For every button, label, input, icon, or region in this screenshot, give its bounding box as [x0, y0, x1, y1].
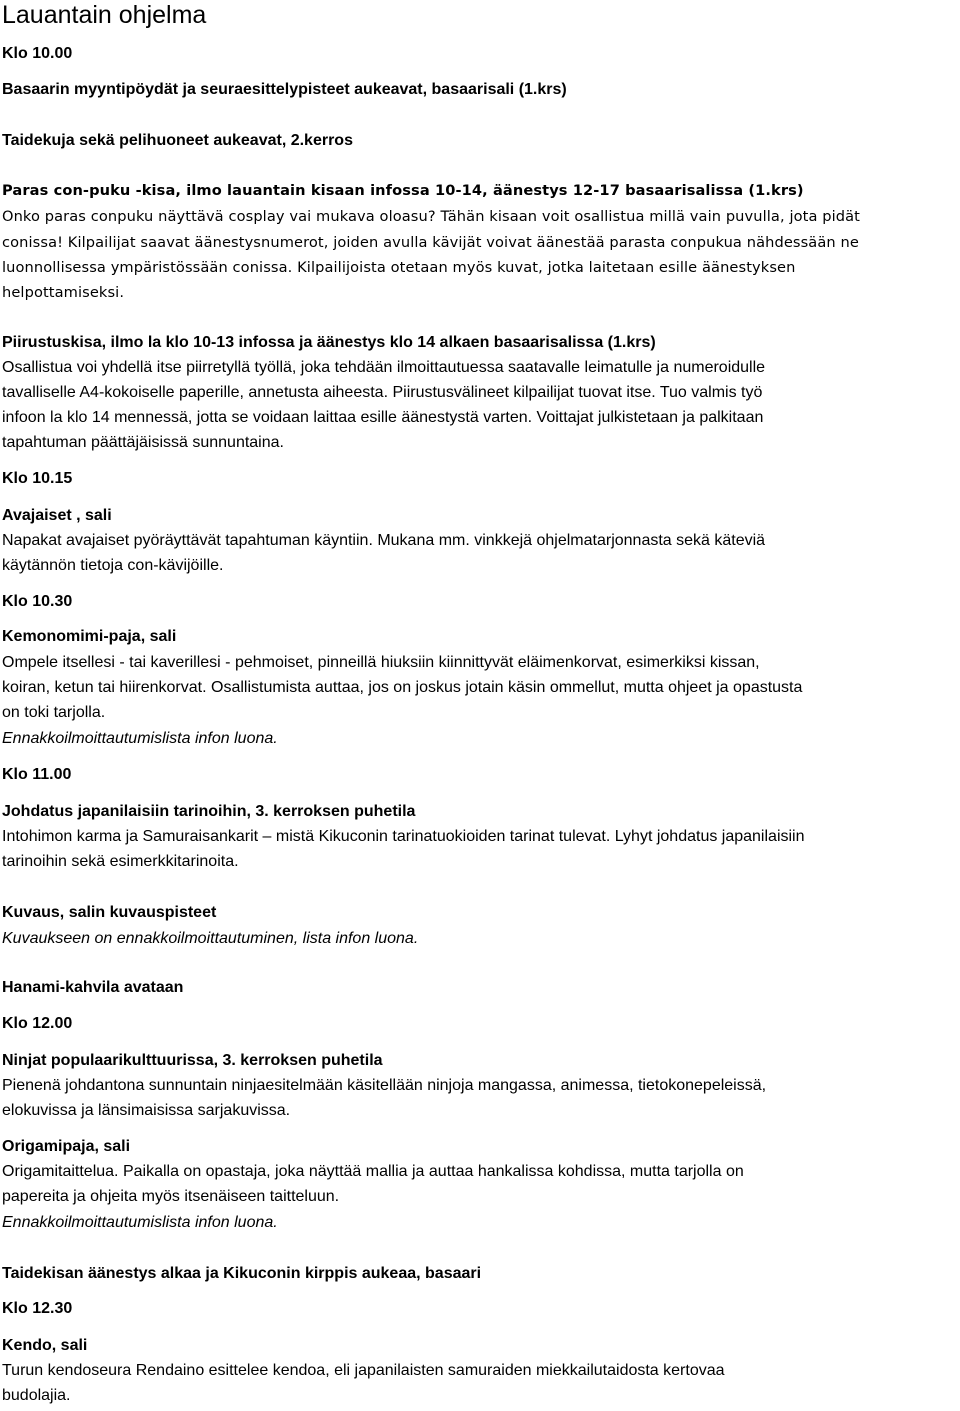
- program-text: helpottamiseksi.: [2, 284, 125, 301]
- program-heading: Paras con-puku -kisa, ilmo lauantain kisaan infossa 10-14, äänestys 12-17 basaarisalissa (1.krs): [2, 182, 804, 199]
- program-heading: Johdatus japanilaisiin tarinoihin, 3. kerroksen puhetila: [2, 803, 416, 820]
- program-heading: Klo 10.30: [2, 593, 73, 610]
- program-text: Turun kendoseura Rendaino esittelee kendoa, eli japanilaisten samuraiden miekkailutaidosta kertovaa: [2, 1362, 725, 1379]
- program-heading: Klo 12.30: [2, 1300, 73, 1317]
- program-text: infoon la klo 14 mennessä, jotta se voidaan laittaa esille äänestystä varten. Voittajat julkistetaan ja palkitaan: [2, 409, 764, 426]
- program-text: Origamitaittelua. Paikalla on opastaja, joka näyttää mallia ja auttaa hankalissa kohdissa, mutta tarjolla on: [2, 1163, 744, 1180]
- page-title: Lauantain ohjelma: [2, 1, 207, 29]
- program-heading: Klo 12.00: [2, 1015, 73, 1032]
- program-note: Ennakkoilmoittautumislista infon luona.: [2, 730, 278, 747]
- program-heading: Kendo, sali: [2, 1337, 88, 1354]
- program-text: Onko paras conpuku näyttävä cosplay vai mukava oloasu? Tähän kisaan voit osallistua millä vain puvulla, jota pidät: [2, 208, 860, 225]
- program-heading: Hanami-kahvila avataan: [2, 979, 184, 996]
- program-text: Ompele itsellesi - tai kaverillesi - pehmoiset, pinneillä hiuksiin kiinnittyvät eläimenkorvat, esimerkiksi kissan,: [2, 654, 760, 671]
- program-heading: Taidekisan äänestys alkaa ja Kikuconin kirppis aukeaa, basaari: [2, 1265, 482, 1282]
- program-heading: Origamipaja, sali: [2, 1138, 131, 1155]
- program-heading: Piirustuskisa, ilmo la klo 10-13 infossa ja äänestys klo 14 alkaen basaarisalissa (1.krs): [2, 334, 656, 351]
- program-text: conissa! Kilpailijat saavat äänestysnumerot, joiden avulla kävijät voivat äänestää parasta conpukua nähdessään ne: [2, 234, 859, 251]
- program-heading: Klo 10.15: [2, 470, 73, 487]
- program-heading: Kemonomimi-paja, sali: [2, 628, 177, 645]
- program-text: tavalliselle A4-kokoiselle paperille, annetusta aiheesta. Piirustusvälineet kilpailijat tuovat itse. Tuo valmis työ: [2, 384, 763, 401]
- program-text: Pienenä johdantona sunnuntain ninjaesitelmään käsitellään ninjoja mangassa, animessa, tietokonepeleissä,: [2, 1077, 767, 1094]
- program-text: elokuvissa ja länsimaisissa sarjakuvissa.: [2, 1102, 291, 1119]
- program-text: koiran, ketun tai hiirenkorvat. Osallistumista auttaa, jos on joskus jotain käsin ommellut, mutta ohjeet ja opastusta: [2, 679, 803, 696]
- program-heading: Ninjat populaarikulttuurissa, 3. kerroksen puhetila: [2, 1052, 383, 1069]
- program-text: luonnollisessa ympäristössään conissa. Kilpailijoista otetaan myös kuvat, jotka laitetaan esille äänestyksen: [2, 259, 796, 276]
- program-text: tapahtuman päättäjäisissä sunnuntaina.: [2, 434, 284, 451]
- program-heading: Avajaiset , sali: [2, 507, 112, 524]
- program-text: budolajia.: [2, 1387, 71, 1404]
- program-text: on toki tarjolla.: [2, 704, 106, 721]
- program-heading: Basaarin myyntipöydät ja seuraesittelypisteet aukeavat, basaarisali (1.krs): [2, 81, 567, 98]
- program-text: käytännön tietoja con-kävijöille.: [2, 557, 224, 574]
- program-note: Kuvaukseen on ennakkoilmoittautuminen, lista infon luona.: [2, 930, 419, 947]
- program-text: Napakat avajaiset pyöräyttävät tapahtuman käyntiin. Mukana mm. vinkkejä ohjelmatarjonnasta sekä käteviä: [2, 532, 766, 549]
- program-text: Osallistua voi yhdellä itse piirretyllä työllä, joka tehdään ilmoittautuessa saatavalle leimatulle ja numeroidulle: [2, 359, 766, 376]
- program-heading: Klo 10.00: [2, 45, 73, 62]
- program-text: Intohimon karma ja Samuraisankarit – mistä Kikuconin tarinatuokioiden tarinat tulevat. Lyhyt johdatus japanilaisiin: [2, 828, 805, 845]
- program-heading: Taidekuja sekä pelihuoneet aukeavat, 2.kerros: [2, 132, 353, 149]
- program-text: papereita ja ohjeita myös itsenäiseen taitteluun.: [2, 1188, 340, 1205]
- program-heading: Kuvaus, salin kuvauspisteet: [2, 904, 217, 921]
- program-note: Ennakkoilmoittautumislista infon luona.: [2, 1214, 278, 1231]
- program-text: tarinoihin sekä esimerkkitarinoita.: [2, 853, 239, 870]
- program-heading: Klo 11.00: [2, 766, 72, 783]
